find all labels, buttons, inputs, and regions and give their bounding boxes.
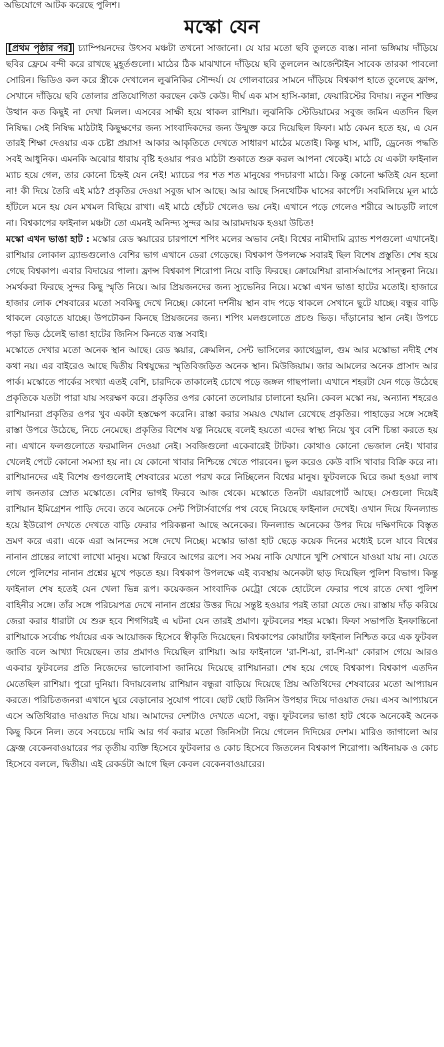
article-body bbox=[6, 42, 438, 1042]
paragraph-2-text: মস্কোর রেড স্কয়ারের চারপাশে শপিং মলের অভাব নেই। বিশ্বের নামীদামি ব্র্যান্ড শপগুলো এখানেই। রাশিয়ার লোকাল ব্র্যান্ডগুলোও বেশির ভাগ এখানে ডেরা গেড়েছে। বিশ্বকাপ উপলক্ষে সবারই ছিল বিশেষ প্রস্তুতি। শেষ হয়ে গেছে বিশ্বকাপ। এবার বিদায়ের পালা। ফ্রান্স বিশ্বকাপ শিরোপা নিয়ে বাড়ি ফিরছে। ক্রোয়েশিয়া রানার্সআপের সান্ত্বনা নিয়ে। সমর্থকরা ফিরছে সুন্দর কিছু স্মৃতি নিয়ে। আর প্রিয়জনদের জন্য স্যুভেনির নিয়ে। মস্কো এখন ভাঙা হাটের মতোই। হাজারে হাজার লোক শেষবারের মতো সবকিছু দেখে নিচ্ছে। কোনো দর্শনীয় স্থান বাদ পড়ে থাকলে সেখানে ছুটে যাচ্ছে। বন্ধুর বাড়ি থাকলে বেড়াতে যাচ্ছে। উপঢৌকন কিনছে প্রিয়জনের জন্য। শপিং মলগুলোতে প্রচণ্ড ভিড়। দাঁড়ানোর স্থান নেই। উপচে পড়া ভিড় ঠেলেই ভাঙা হাটের জিনিস কিনতে ব্যস্ত সবাই। bbox=[6, 234, 438, 341]
paragraph-3 bbox=[6, 344, 438, 773]
subheading: মস্কো এখন ভাঙা হাট : bbox=[6, 234, 90, 245]
previous-story-fragment: অভিযোগে আটক করেছে পুলিশ। bbox=[4, 1, 121, 11]
continued-from-page-tag: [প্রথম পৃষ্ঠার পর] bbox=[8, 44, 73, 54]
headline: মস্কো যেন bbox=[184, 16, 260, 38]
paragraph-3-text: মস্কোতে দেখার মতো অনেক স্থান আছে। রেড স্কয়ার, ক্রেমলিন, সেন্ট ভাসিলের ক্যাথেড্রাল, গুম আর মস্কোভা নদীই শেষ কথা নয়। এর বাইরেও আছে দ্বিতীয় বিশ্বযুদ্ধের স্মৃতিবিজড়িত অনেক স্থান। মিউজিয়াম। জার আমলের অনেক প্রাসাদ আর পার্ক। মস্কোতে পার্কের সংখ্যা এতই বেশি, চারদিকে তাকালেই চোখে পড়ে জঙ্গল গাছপালা। এখানে শহরটা যেন গড়ে উঠেছে প্রকৃতিকে যতটা পারা যায় সংরক্ষণ করে। প্রকৃতির ওপর কোনো তলোয়ার চালানো হয়নি। কেবল মস্কো নয়, অন্যান্য শহরেও রাশিয়ানরা প্রকৃতির ওপর খুব একটা হস্তক্ষেপ করেনি। রাস্তা করার সময়ও খেয়াল রেখেছে প্রকৃতির। পাহাড়ের সঙ্গে সঙ্গেই রাস্তা উপরে উঠেছে, নিচে নেমেছে। প্রকৃতির বিশেষ যত্ন নিয়েছে বলেই হয়তো এদের স্বাস্থ্য নিয়ে খুব বেশি চিন্তা করতে হয় না। এখানে ফলগুলোতে ফরমালিন দেওয়া নেই। সবজিগুলো একেবারেই টাটকা। কোথাও কোনো ভেজাল নেই। খাবার খেলেই পেটে কোনো সমস্যা হয় না। যে কোনো খাবার নিশ্চিন্তে খেতে পারবেন। ভুল করেও কেউ বাসি খাবার বিক্রি করে না। রাশিয়ানদের এই বিশেষ গুণগুলোই শেষবারের মতো পরখ করে নিচ্ছিলেন বিশ্বের মানুষ। ফুটবলকে ঘিরে জমা হওয়া লাখ লাখ জনতার স্রোত মস্কোতে। বেশির ভাগই ফিরবে আজ থেকে। মস্কোতে তিনটা এয়ারপোর্ট আছে। সেগুলো দিয়েই রাশিয়ান ইমিগ্রেশন পাড়ি দেবে। তবে অনেকে সেন্ট পিটার্সবার্গের পথ বেছে নিয়েছে ফাইনাল দেখেই। ওখান দিয়ে ফিনল্যান্ড হয়ে ইউরোপ দেখতে দেখতে বাড়ি ফেরার পরিকল্পনা আছে অনেকের। ফিনল্যান্ড অনেকের উপর দিয়ে দক্ষিণদিকে বিস্তৃত ভ্রমণ করে এরা। একে এরা আনন্দের সঙ্গে দেখে নিচ্ছে। মস্কোর ভাঙা হাট ছেড়ে কয়েক দিনের মধ্যেই চলে যাবে বিশ্বের নানান প্রান্তের লাখো লাখো মানুষ। মস্কো ফিরবে আগের রূপে। সব সময় নাকি যেখানে খুশি সেখানে যাওয়া যায় না। যেতে গেলে পুলিশের নানান প্রশ্নের মুখে পড়তে হয়। বিশ্বকাপ উপলক্ষে এই ব্যবস্থায় অনেকটা ছাড় দিয়েছিল পুলিশ বিভাগ। কিন্তু ফাইনাল শেষ হতেই যেন খেলা ভিন্ন রূপ। কয়েকজন সাংবাদিক মেট্রো থেকে হোটেলে ফেরার পথে রাতে দেখা পুলিশ বাহিনীর সঙ্গে। তাঁর সঙ্গে পরিচয়পত্র দেখে নানান প্রশ্নের উত্তর দিয়ে সন্তুষ্ট হওয়ার পরই তারা যেতে দেয়। রাস্তায় দাঁড় করিয়ে জেরা করার ধারাটা যে শুরু হবে শিগগিরই এ ঘটনা যেন তারই প্রমাণ। ফুটবলের শহর মস্কো। ফিফা সভাপতি ইনফান্তিনো রাশিয়াকে সর্বোচ্চ পর্যায়ের এক আয়োজক হিসেবে স্বীকৃতি দিয়েছেন। বিশ্বকাপের কোয়ার্টার ফাইনাল নিশ্চিত করে এক ফুটবল জাতি বলে আখ্যা দিয়েছেন। তার প্রমাণও দিয়েছিল রাশিয়া। আর ফাইনালে 'রা-শি-য়া, রা-শি-য়া' কোরাস গেয়ে আরও একবার ফুটবলের প্রতি নিজেদের ভালোবাসা জানিয়ে দিয়েছে রাশিয়ানরা। শেষ হয়ে গেছে বিশ্বকাপ। বিশ্বকাপ এতদিন মেতেছিল রাশিয়া। পুরো দুনিয়া। বিদায়বেলায় রাশিয়ান বন্ধুরা বাড়িয়ে দিয়েছে প্রিয় অতিথিদের শেষবারের মতো আপ্যায়ন করতে। পরিচিতজনরা এখানে ঘুরে বেড়ানোর সুযোগ পাবে। ছোট ছোট জিনিস উপহার দিয়ে দাওয়াত দেয়। এসব আপ্যায়নে এসে অতিথিরাও দাওয়াত দিয়ে যায়। আমাদের দেশটাও দেখতে এসো, বন্ধু। ফুটবলের ভাঙা হাট থেকে অনেকেই অনেক কিছু কিনে নিল। তবে সবচেয়ে দামি আর গর্ব করার মতো জিনিসটা নিয়ে গেলেন দিদিয়ের দেশম। মারিও জাগালো আর ফ্রেঞ্জ বেকেনবাওয়ারের পর তৃতীয় ব্যক্তি হিসেবে ফুটবলার ও কোচ হিসেবে জিতলেন বিশ্বকাপ শিরোপা। অধিনায়ক ও কোচ হিসেবে বললে, দ্বিতীয়। এই রেকর্ডটা আগে ছিল কেবল বেকেনবাওয়ারের। bbox=[6, 346, 438, 770]
paragraph-1 bbox=[6, 42, 438, 233]
paragraph-1-text: চ্যাম্পিয়নদের উৎসব মঞ্চটা তখনো সাজানো। যে যার মতো ছবি তুলতে ব্যস্ত। নানা ভঙ্গিমায় দাঁড়িয়ে ছবির ফ্রেমে বন্দী করে রাখছে মুহূর্তগুলো। মাঠের ঠিক মাঝখানে দাঁড়িয়ে ছবি তুললেন আর্জেন্টাইন সাবেক তারকা পাবলো সোরিন। ভিডিও কল করে স্ত্রীকে দেখালেন লুঝনিকির সৌন্দর্য। যে গোলবারের সামনে দাঁড়িয়ে বিশ্বকাপ হাতে তুলেছে ফ্রান্স, সেখানে দাঁড়িয়ে ছবি তোলার প্রতিযোগিতা করছেন কেউ কেউ। দীর্ঘ এক মাস হাসি-কান্না, ফেয়ারিস্টের বিদায়। নতুন শক্তির উত্থান কত কিছুই না দেখা মিলল। এসবের সাক্ষী হয়ে থাকল রাশিয়া। লুঝনিকি স্টেডিয়ামের সবুজ জমিন এতদিন ছিল নিষিদ্ধ। সেই নিষিদ্ধ মাঠটাই কিছুক্ষণের জন্য সাংবাদিকদের জন্য উন্মুক্ত করে দিয়েছিল ফিফা। মাঠ কেমন হতে হয়, এ যেন তারই শিক্ষা দেওয়ার এক চেষ্টা প্রয়াস! আকার আকৃতিতে দেখতে সাধারণ মাঠের মতোই। কিন্তু ঘাস, মাটি, ড্রেনেজ পদ্ধতি সবই আধুনিক। এমনকি অঝোর ধারায় বৃষ্টি হওয়ার পরও মাঠটা শুকাতে শুরু করল আপনা থেকেই। মাঠে যে একটা ফাইনাল ম্যাচ হয়ে গেল, তার কোনো চিহ্নই যেন নেই! ম্যাচের পর শত শত মানুষের পদচারণা মাঠে। কিন্তু কোনো ক্ষতিই যেন হলো না! কী দিয়ে তৈরি এই মাঠ? প্রকৃতির দেওয়া সবুজ ঘাস আছে। আর আছে সিনথেটিক ঘাসের কার্পেট। সবমিলিয়ে মূল মাঠে হাঁটলে মনে হয় যেন মখমল বিছিয়ে রাখা। এই মাঠে হোঁচট খেলেও ভয় নেই। এখানে পড়ে গেলেও শরীরে আচড়টি লাগে না। বিশ্বকাপের ফাইনাল মঞ্চটা তো এমনই অনিন্দ্য সুন্দর আর আরামদায়ক হওয়া উচিত! bbox=[6, 44, 438, 229]
paragraph-2 bbox=[6, 233, 438, 344]
